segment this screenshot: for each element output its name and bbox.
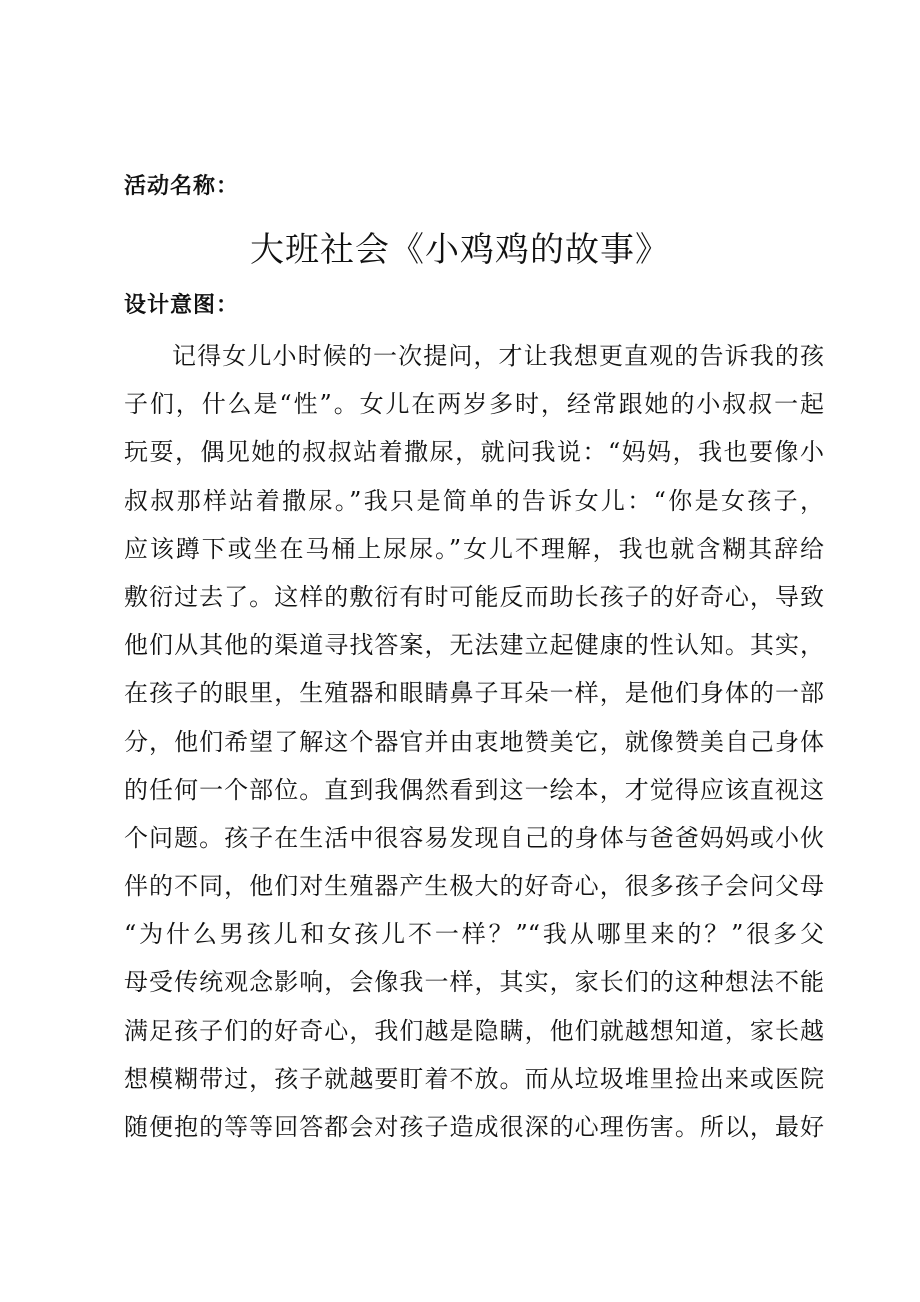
document-title: 大班社会《小鸡鸡的故事》 bbox=[250, 230, 670, 270]
paragraph-line: 分，他们希望了解这个器官并由衷地赞美它，就像赞美自己身体 bbox=[124, 727, 824, 756]
paragraph-line: 玩耍，偶见她的叔叔站着撒尿，就问我说：“妈妈，我也要像小 bbox=[124, 438, 824, 467]
activity-name-label: 活动名称： bbox=[124, 173, 240, 199]
paragraph-line: 满足孩子们的好奇心，我们越是隐瞒，他们就越想知道，家长越 bbox=[124, 1016, 824, 1045]
paragraph-line: 敷衍过去了。这样的敷衍有时可能反而助长孩子的好奇心，导致 bbox=[124, 582, 824, 611]
design-intent-paragraph bbox=[124, 332, 824, 1151]
paragraph-line: 记得女儿小时候的一次提问，才让我想更直观的告诉我的孩 bbox=[172, 342, 824, 370]
paragraph-line: 叔叔那样站着撒尿。”我只是简单的告诉女儿：“你是女孩子， bbox=[124, 486, 824, 515]
paragraph-line: 的任何一个部位。直到我偶然看到这一绘本，才觉得应该直视这 bbox=[124, 775, 824, 804]
design-intent-label: 设计意图： bbox=[124, 292, 240, 318]
paragraph-line: 母受传统观念影响，会像我一样，其实，家长们的这种想法不能 bbox=[124, 968, 824, 997]
paragraph-line: 想模糊带过，孩子就越要盯着不放。而从垃圾堆里捡出来或医院 bbox=[124, 1064, 824, 1093]
paragraph-line: 随便抱的等等回答都会对孩子造成很深的心理伤害。所以，最好 bbox=[124, 1113, 824, 1141]
paragraph-line: 应该蹲下或坐在马桶上尿尿。”女儿不理解，我也就含糊其辞给 bbox=[124, 534, 824, 563]
paragraph-line: 伴的不同，他们对生殖器产生极大的好奇心，很多孩子会问父母 bbox=[124, 872, 824, 901]
paragraph-line: 个问题。孩子在生活中很容易发现自己的身体与爸爸妈妈或小伙 bbox=[124, 823, 824, 852]
paragraph-line: 他们从其他的渠道寻找答案，无法建立起健康的性认知。其实， bbox=[124, 631, 824, 660]
paragraph-line: 在孩子的眼里，生殖器和眼睛鼻子耳朵一样，是他们身体的一部 bbox=[124, 679, 824, 708]
paragraph-line: 子们，什么是“性”。女儿在两岁多时，经常跟她的小叔叔一起 bbox=[124, 390, 824, 419]
paragraph-line: “为什么男孩儿和女孩儿不一样？”“我从哪里来的？”很多父 bbox=[124, 920, 824, 949]
